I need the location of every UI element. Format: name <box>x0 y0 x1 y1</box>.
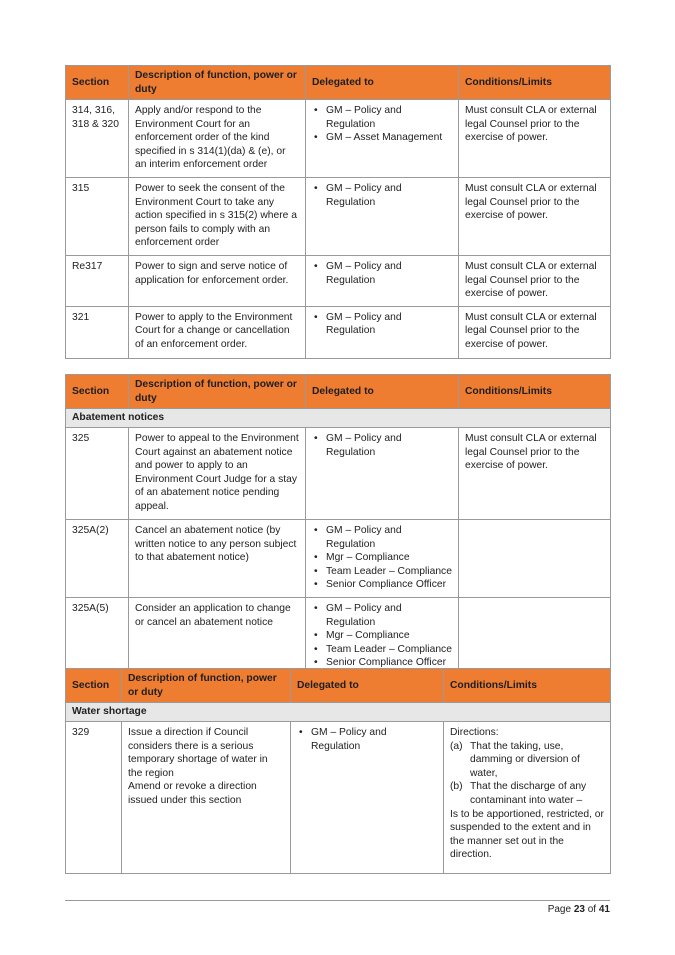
delegate-item: • GM – Policy and Regulation <box>297 726 437 753</box>
delegate-item: • Mgr – Compliance <box>312 629 452 643</box>
section-cell: 325 <box>66 428 129 520</box>
conditions-cell: Must consult CLA or external legal Counsel prior to the exercise of power. <box>459 100 611 178</box>
category-row <box>66 703 611 722</box>
delegate-item: • GM – Policy and Regulation <box>312 311 452 338</box>
list-marker: (a) <box>450 740 463 752</box>
list-marker: (b) <box>450 781 463 793</box>
page-of-label: of <box>584 904 599 915</box>
conditions-intro: Directions: <box>450 727 499 739</box>
description-cell: Power to apply to the Environment Court for a change or cancellation of an enforcement order. <box>129 306 306 358</box>
delegated-cell <box>306 100 459 178</box>
delegated-cell <box>291 722 444 874</box>
current-page: 23 <box>573 904 585 915</box>
description-cell: Cancel an abatement notice (by written notice to any person subject to that abatement notice) <box>129 520 306 598</box>
header-description: Description of function, power or duty <box>122 669 291 703</box>
header-description: Description of function, power or duty <box>129 375 306 409</box>
category-label: Abatement notices <box>66 409 611 428</box>
enforcement-orders-table <box>65 65 611 359</box>
delegated-cell <box>306 598 459 676</box>
delegate-item: • GM – Policy and Regulation <box>312 104 452 131</box>
delegate-item: • GM – Policy and Regulation <box>312 182 452 209</box>
section-cell: 315 <box>66 178 129 256</box>
conditions-cell: Must consult CLA or external legal Counsel prior to the exercise of power. <box>459 428 611 520</box>
description-cell <box>122 722 291 874</box>
header-section: Section <box>66 375 129 409</box>
section-cell: Re317 <box>66 255 129 306</box>
description-line: Issue a direction if Council considers there is a serious temporary shortage of water in the region <box>128 727 268 779</box>
delegate-item: • Team Leader – Compliance <box>312 643 452 657</box>
page-label: Page <box>547 904 574 915</box>
section-cell: 325A(2) <box>66 520 129 598</box>
table-row <box>66 428 611 520</box>
conditions-list-item <box>450 780 604 807</box>
conditions-cell: Must consult CLA or external legal Counsel prior to the exercise of power. <box>459 178 611 256</box>
conditions-list-item <box>450 740 604 781</box>
table-header-row <box>66 375 611 409</box>
conditions-cell: Must consult CLA or external legal Counsel prior to the exercise of power. <box>459 255 611 306</box>
section-cell: 329 <box>66 722 122 874</box>
delegate-item: • GM – Policy and Regulation <box>312 260 452 287</box>
table-row <box>66 598 611 676</box>
section-cell: 325A(5) <box>66 598 129 676</box>
header-conditions: Conditions/Limits <box>444 669 611 703</box>
total-pages: 41 <box>598 904 610 915</box>
conditions-list <box>450 740 604 808</box>
conditions-cell: Must consult CLA or external legal Counsel prior to the exercise of power. <box>459 306 611 358</box>
abatement-notices-table <box>65 374 611 676</box>
table-row <box>66 306 611 358</box>
header-description: Description of function, power or duty <box>129 66 306 100</box>
header-section: Section <box>66 66 129 100</box>
category-label: Water shortage <box>66 703 611 722</box>
description-cell: Power to sign and serve notice of application for enforcement order. <box>129 255 306 306</box>
conditions-outro: Is to be apportioned, restricted, or suspended to the extent and in the manner set out in the direction. <box>450 808 604 861</box>
header-conditions: Conditions/Limits <box>459 66 611 100</box>
table-header-row <box>66 669 611 703</box>
header-delegated-to: Delegated to <box>306 66 459 100</box>
section-cell: 314, 316, 318 & 320 <box>66 100 129 178</box>
delegate-item: • GM – Policy and Regulation <box>312 602 452 629</box>
table-header-row <box>66 66 611 100</box>
delegate-item: • GM – Policy and Regulation <box>312 524 452 551</box>
page-footer <box>548 904 610 915</box>
header-section: Section <box>66 669 122 703</box>
table-row <box>66 722 611 874</box>
header-delegated-to: Delegated to <box>306 375 459 409</box>
water-shortage-table <box>65 668 611 874</box>
header-delegated-to: Delegated to <box>291 669 444 703</box>
delegated-cell <box>306 306 459 358</box>
table-row <box>66 178 611 256</box>
delegate-item: • Team Leader – Compliance <box>312 565 452 579</box>
delegated-cell <box>306 178 459 256</box>
delegate-item: • Senior Compliance Officer <box>312 578 452 592</box>
footer-divider <box>65 900 610 901</box>
description-cell: Consider an application to change or cancel an abatement notice <box>129 598 306 676</box>
description-line: Amend or revoke a direction issued under this section <box>128 781 257 807</box>
delegate-item: • GM – Policy and Regulation <box>312 432 452 459</box>
delegated-cell <box>306 428 459 520</box>
description-cell: Apply and/or respond to the Environment Court for an enforcement order of the kind specified in s 314(1)(da) & (e), or an interim enforcement order <box>129 100 306 178</box>
delegated-cell <box>306 255 459 306</box>
list-item-text: That the taking, use, damming or diversion of water, <box>470 740 580 779</box>
category-row <box>66 409 611 428</box>
description-cell: Power to seek the consent of the Environment Court to take any action specified in s 315(2) where a person fails to comply with an enforcement order <box>129 178 306 256</box>
list-item-text: That the discharge of any contaminant into water – <box>470 781 587 807</box>
conditions-cell <box>444 722 611 874</box>
table-row <box>66 100 611 178</box>
section-cell: 321 <box>66 306 129 358</box>
conditions-cell <box>459 520 611 598</box>
delegate-item: • Senior Compliance Officer <box>312 656 452 670</box>
delegated-cell <box>306 520 459 598</box>
description-cell: Power to appeal to the Environment Court against an abatement notice and power to apply to an Environment Court Judge for a stay of an abatement notice pending appeal. <box>129 428 306 520</box>
delegate-item: • GM – Asset Management <box>312 131 452 145</box>
header-conditions: Conditions/Limits <box>459 375 611 409</box>
conditions-cell <box>459 598 611 676</box>
delegate-item: • Mgr – Compliance <box>312 551 452 565</box>
table-row <box>66 520 611 598</box>
table-row <box>66 255 611 306</box>
